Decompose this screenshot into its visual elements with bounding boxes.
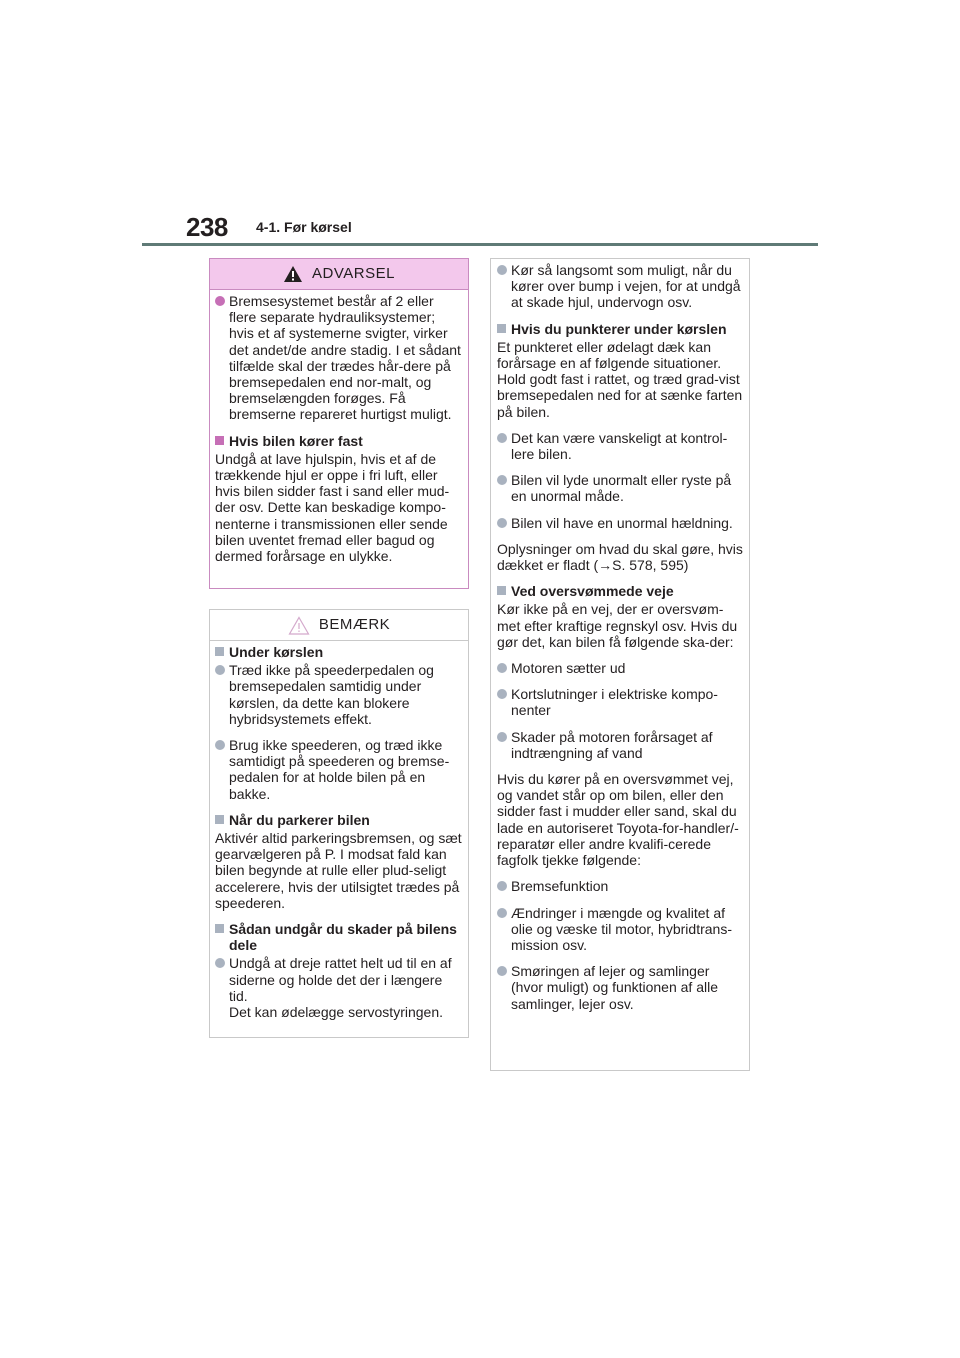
- subheading: Hvis du punkterer under kørslen: [497, 321, 743, 337]
- paragraph: Et punkteret eller ødelagt dæk kan forårsage en af følgende situationer. Hold godt fast i rattet, og træd grad-vist bremsepedalen ned for at sænke farten på bilen.: [497, 338, 743, 420]
- list-item: Det kan være vanskeligt at kontrol-lere bilen.: [497, 430, 743, 462]
- bullet-dot-icon: [497, 265, 507, 275]
- notice-title: BEMÆRK: [318, 615, 391, 633]
- bullet-dot-icon: [497, 433, 507, 443]
- subheading: Under kørslen: [215, 644, 462, 660]
- paragraph: Hvis du kører på en oversvømmet vej, og vandet står op om bilen, eller den sidder fast i mudder eller sand, skal du lade en autoriseret Toyota-for-handler/-reparatør eller andre kvalifi-cerede fagfolk tjekke følgende:: [497, 771, 739, 869]
- warning-title: ADVARSEL: [312, 264, 395, 282]
- square-bullet-icon: [215, 815, 224, 824]
- paragraph: Undgå at lave hjulspin, hvis et af de trækkende hjul er oppe i fri luft, eller hvis bilen sidder fast i sand eller mud-der osv. Dette kan beskadige kompo-nenterne i transmissionen eller sende bilen uventet fremad eller bagud og dermed forårsage en ulykke.: [215, 450, 450, 565]
- header-rule: [142, 243, 818, 246]
- list-item: Bilen vil lyde unormalt eller ryste på en unormal måde.: [497, 472, 743, 504]
- bullet-dot-icon: [497, 881, 507, 891]
- warning-box: [209, 258, 469, 589]
- right-column-box: [490, 258, 750, 1071]
- notice-header: [210, 610, 468, 641]
- list-item: Motoren sætter ud: [497, 660, 743, 676]
- square-bullet-icon: [215, 924, 224, 933]
- list-item: Træd ikke på speederpedalen og bremsepedalen samtidig under kørslen, da dette kan blokere hybridsystemets effekt.: [215, 662, 462, 727]
- list-item: Ændringer i mængde og kvalitet af olie og væske til motor, hybridtrans-mission osv.: [497, 905, 743, 954]
- bullet-dot-icon: [497, 518, 507, 528]
- bullet-dot-icon: [215, 296, 225, 306]
- bullet-dot-icon: [215, 740, 225, 750]
- bullet-dot-icon: [497, 689, 507, 699]
- bullet-dot-icon: [215, 958, 225, 968]
- bullet-dot-icon: [497, 966, 507, 976]
- list-item: Kør så langsomt som muligt, når du kører over bump i vejen, for at undgå at skade hjul, undervogn osv.: [497, 262, 743, 311]
- bullet-dot-icon: [215, 665, 225, 675]
- paragraph: Kør ikke på en vej, der er oversvøm-met efter kraftige regnskyl osv. Hvis du gør det, kan bilen få følgende ska-der:: [497, 601, 738, 650]
- notice-content: [210, 641, 468, 1020]
- subheading: Ved oversvømmede veje: [497, 583, 743, 599]
- bullet-dot-icon: [497, 475, 507, 485]
- page-number: 238: [186, 212, 228, 242]
- bullet-dot-icon: [497, 908, 507, 918]
- warning-triangle-icon: [283, 265, 303, 283]
- paragraph: Oplysninger om hvad du skal gøre, hvis dækket er fladt (→S. 578, 595): [497, 540, 743, 574]
- bullet-dot-icon: [497, 663, 507, 673]
- section-title: 4-1. Før kørsel: [256, 219, 352, 235]
- list-item: Skader på motoren forårsaget af indtrængning af vand: [497, 729, 743, 761]
- subheading: Sådan undgår du skader på bilens dele: [215, 921, 462, 953]
- square-bullet-icon: [497, 324, 506, 333]
- list-item: Bilen vil have en unormal hældning.: [497, 515, 743, 531]
- subheading: Hvis bilen kører fast: [215, 433, 462, 449]
- notice-box: [209, 609, 469, 1038]
- paragraph: Aktivér altid parkeringsbremsen, og sæt gearvælgeren på P. I modsat fald kan bilen begynde at rulle eller plud-seligt accelerere, hvis der utilsigtet trædes på speederen.: [215, 830, 462, 911]
- square-bullet-icon: [497, 586, 506, 595]
- list-item: Undgå at dreje rattet helt ud til en af siderne og holde det der i længere tid. Det kan ødelægge servostyringen.: [215, 955, 462, 1020]
- list-item: Bremsesystemet består af 2 eller flere separate hydrauliksystemer; hvis et af systemerne svigter, virker det andet/de andre stadig. I et sådant tilfælde skal der trædes hår-dere på bremsepedalen end nor-malt, og bremselængden forøges. Få bremserne repareret hurtigst muligt.: [215, 293, 462, 423]
- list-item: Kortslutninger i elektriske kompo-nenter: [497, 686, 743, 718]
- subheading: Når du parkerer bilen: [215, 812, 462, 828]
- caution-triangle-icon: [288, 616, 310, 635]
- list-item: Bremsefunktion: [497, 878, 743, 894]
- list-item: Smøringen af lejer og samlinger (hvor muligt) og funktionen af alle samlinger, lejer osv.: [497, 963, 743, 1012]
- warning-content: [210, 290, 468, 564]
- warning-header: [210, 259, 468, 290]
- bullet-dot-icon: [497, 732, 507, 742]
- square-bullet-icon: [215, 647, 224, 656]
- square-bullet-icon: [215, 436, 224, 445]
- list-item: Brug ikke speederen, og træd ikke samtidigt på speederen og bremse-pedalen for at holde bilen på en bakke.: [215, 737, 462, 802]
